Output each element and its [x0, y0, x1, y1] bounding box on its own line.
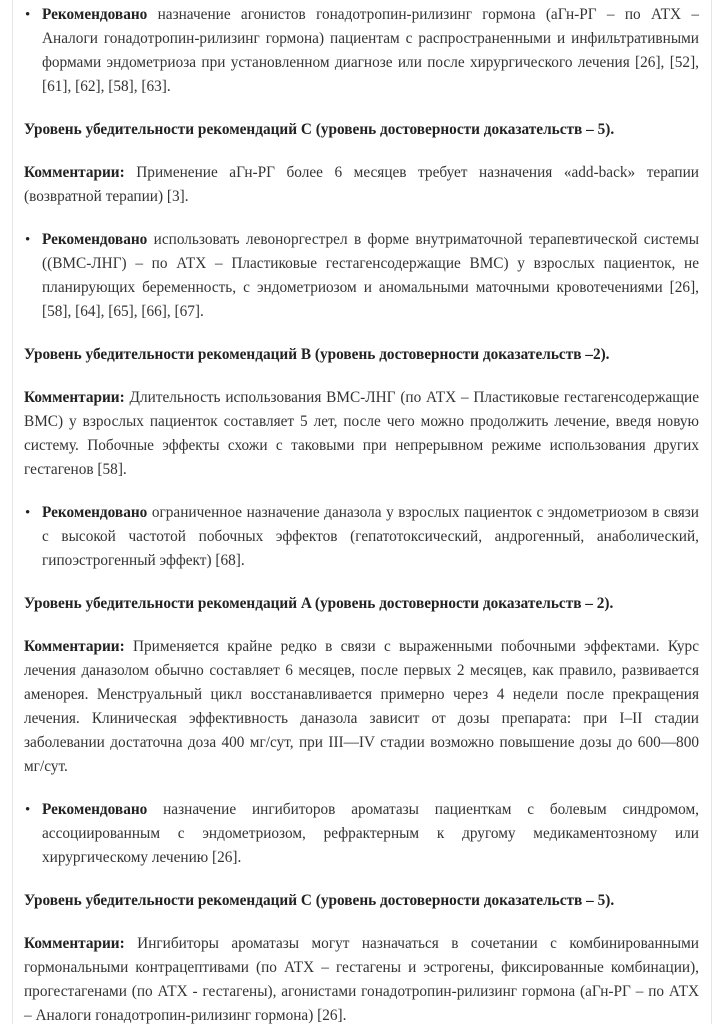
comment-lead: Комментарии:	[24, 935, 125, 952]
recommendation-text: назначение ингибиторов ароматазы пациенткам с болевым синдромом, ассоциированным с эндометриозом, рефрактерным к другому медикаментозному или хирургическому лечению [26].	[42, 801, 699, 866]
bullet-icon: •	[25, 7, 31, 23]
document-page	[12, 0, 712, 1024]
recommendation-text: использовать левоноргестрел в форме внутриматочной терапевтической системы ((ВМС-ЛНГ) – по АТХ – Пластиковые гестагенсодержащие ВМС) у взрослых пациенток, не планирующих беременность, с эндометриозом и аномальными маточными кровотечениями [26], [58], [64], [65], [66], [67].	[42, 231, 699, 320]
comment-paragraph	[24, 161, 699, 209]
recommendation-text: ограниченное назначение даназола у взрослых пациенток с эндометриозом в связи с высокой частотой побочных эффектов (гепатотоксический, андрогенный, анаболический, гипоэстрогенный эффект) [68].	[42, 504, 699, 569]
comment-text: Ингибиторы ароматазы могут назначаться в сочетании с комбинированными гормональными контрацептивами (по АТХ – гестагены и эстрогены, фиксированные комбинации), прогестагенами (по АТХ - гестагены), агонистами гонадотропин-рилизинг гормона (аГн-РГ – по АТХ – Аналоги гонадотропин-рилизинг гормона) [26].	[24, 935, 699, 1024]
bullet-icon: •	[25, 802, 31, 818]
recommendation-item	[24, 798, 699, 870]
recommendation-item	[24, 3, 699, 99]
comment-lead: Комментарии:	[24, 638, 125, 655]
comment-text: Применение аГн-РГ более 6 месяцев требует назначения «add-back» терапии (возвратной терапии) [3].	[24, 164, 699, 205]
comment-paragraph	[24, 932, 699, 1028]
bullet-icon: •	[25, 505, 31, 521]
comment-paragraph	[24, 635, 699, 779]
evidence-level: Уровень убедительности рекомендаций C (уровень достоверности доказательств – 5).	[24, 121, 615, 138]
recommendation-item	[24, 501, 699, 573]
comment-paragraph	[24, 386, 699, 482]
recommendation-lead: Рекомендовано	[42, 231, 148, 248]
recommendation-lead: Рекомендовано	[42, 6, 148, 23]
recommendation-lead: Рекомендовано	[42, 801, 148, 818]
bullet-icon: •	[25, 232, 31, 248]
recommendation-item	[24, 228, 699, 324]
evidence-level: Уровень убедительности рекомендаций B (уровень достоверности доказательств –2).	[24, 346, 610, 363]
comment-text: Применяется крайне редко в связи с выраженными побочными эффектами. Курс лечения даназолом обычно составляет 6 месяцев, после первых 2 месяцев, как правило, развивается аменорея. Менструальный цикл восстанавливается примерно через 4 недели после прекращения лечения. Клиническая эффективность даназола зависит от дозы препарата: при I–II стадии заболевании достаточна доза 400 мг/сут, при III—IV стадии возможно повышение дозы до 600—800 мг/сут.	[24, 638, 699, 775]
comment-lead: Комментарии:	[24, 164, 125, 181]
comment-lead: Комментарии:	[24, 389, 125, 406]
evidence-level: Уровень убедительности рекомендаций C (уровень достоверности доказательств – 5).	[24, 892, 615, 909]
recommendation-lead: Рекомендовано	[42, 504, 148, 521]
evidence-level: Уровень убедительности рекомендаций A (уровень достоверности доказательств – 2).	[24, 595, 614, 612]
recommendation-text: назначение агонистов гонадотропин-рилизинг гормона (аГн-РГ – по АТХ – Аналоги гонадотропин-рилизинг гормона) пациентам с распространенными и инфильтративными формами эндометриоза при установленном диагнозе или после хирургического лечения [26], [52], [61], [62], [58], [63].	[42, 6, 699, 95]
comment-text: Длительность использования ВМС-ЛНГ (по АТХ – Пластиковые гестагенсодержащие ВМС) у взрослых пациенток составляет 5 лет, после чего можно продолжить лечение, введя новую систему. Побочные эффекты схожи с таковыми при непрерывном режиме использования других гестагенов [58].	[24, 389, 699, 478]
